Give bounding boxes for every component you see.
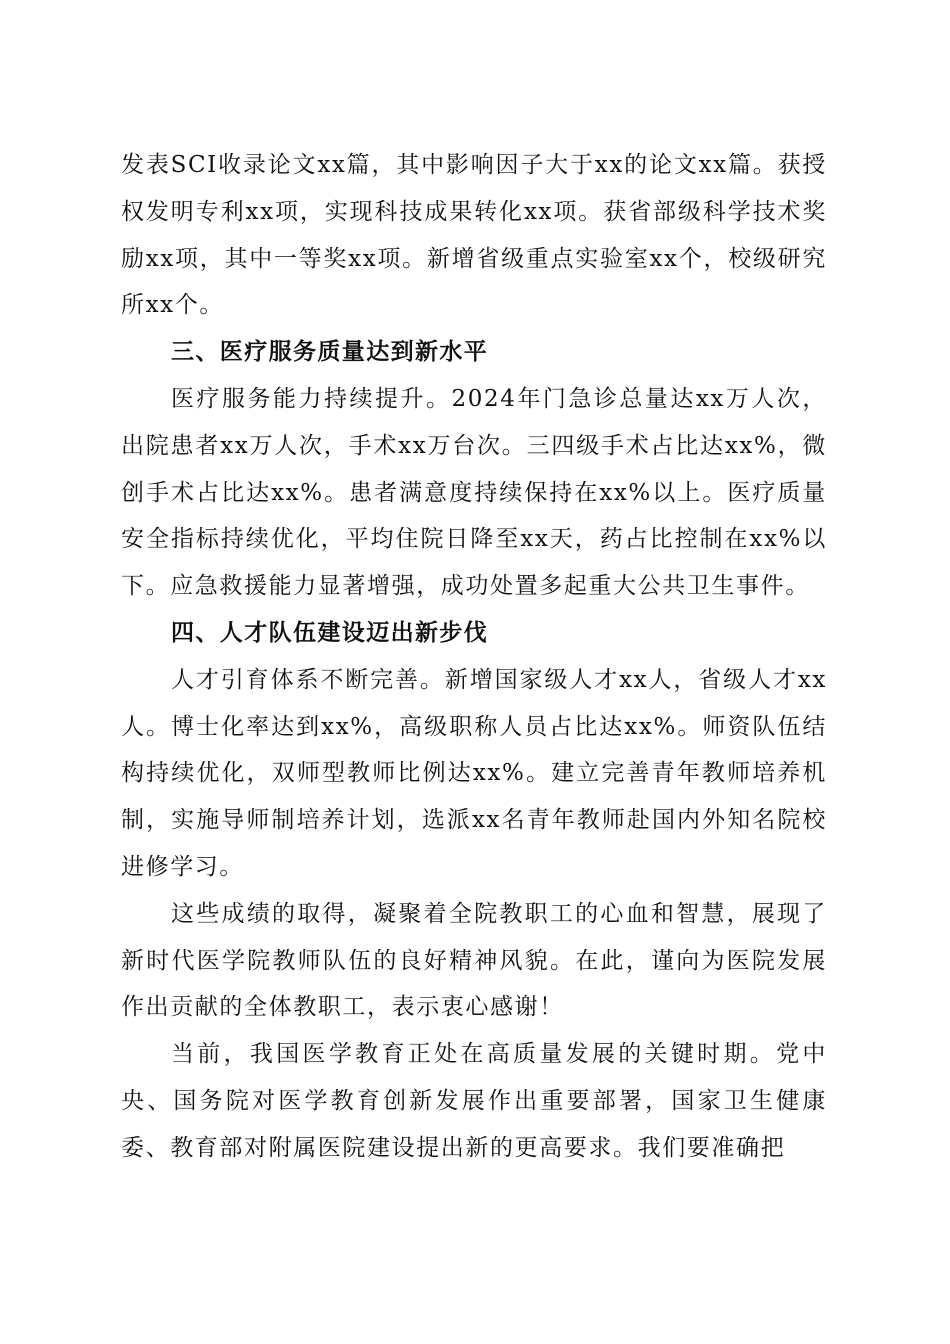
paragraph-acknowledgement: 这些成绩的取得，凝聚着全院教职工的心血和智慧，展现了新时代医学院教师队伍的良好精神风貌。在此，谨向为医院发展作出贡献的全体教职工，表示衷心感谢！ (121, 900, 827, 1021)
section-heading-medical-service: 三、医疗服务质量达到新水平 (171, 339, 489, 366)
paragraph-talent-team: 人才引育体系不断完善。新增国家级人才xx人，省级人才xx人。博士化率达到xx%，高级职称人员占比达xx%。师资队伍结构持续优化，双师型教师比例达xx%。建立完善青年教师培养机制，实施导师制培养计划，选派xx名青年教师赴国内外知名院校进修学习。 (121, 666, 827, 880)
document-body (121, 142, 827, 1172)
paragraph-current-situation: 当前，我国医学教育正处在高质量发展的关键时期。党中央、国务院对医学教育创新发展作出重要部署，国家卫生健康委、教育部对附属医院建设提出新的更高要求。我们要准确把 (121, 1041, 827, 1161)
paragraph-research-results: 发表SCI收录论文xx篇，其中影响因子大于xx的论文xx篇。获授权发明专利xx项，实现科技成果转化xx项。获省部级科学技术奖励xx项，其中一等奖xx项。新增省级重点实验室xx个，校级研究所xx个。 (121, 152, 827, 319)
section-heading-talent-team: 四、人才队伍建设迈出新步伐 (171, 619, 489, 646)
paragraph-medical-service: 医疗服务能力持续提升。2024年门急诊总量达xx万人次，出院患者xx万人次，手术xx万台次。三四级手术占比达xx%，微创手术占比达xx%。患者满意度持续保持在xx%以上。医疗质量安全指标持续优化，平均住院日降至xx天，药占比控制在xx%以下。应急救援能力显著增强，成功处置多起重大公共卫生事件。 (121, 385, 827, 600)
